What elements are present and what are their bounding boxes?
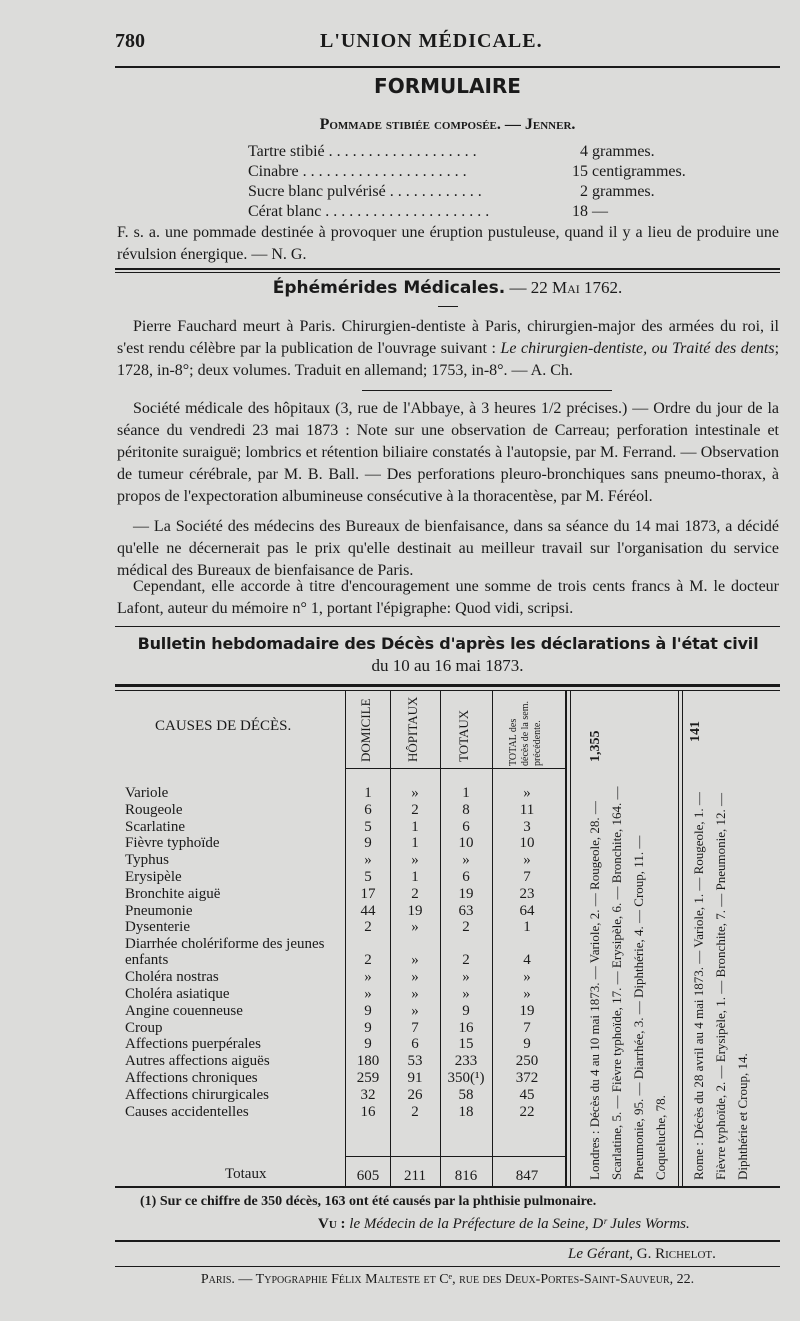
row-domicile: » xyxy=(364,969,372,986)
row-domicile: 16 xyxy=(360,1103,376,1120)
bulletin-period: du 10 au 16 mai 1873. xyxy=(371,656,524,675)
footer-rule xyxy=(115,1266,780,1267)
ephemerides-heading xyxy=(115,278,780,298)
row-domicile: 1 xyxy=(364,785,372,801)
row-cause: Variole xyxy=(125,785,169,801)
row-previous: 45 xyxy=(519,1086,535,1103)
row-domicile: » xyxy=(364,852,372,869)
column-divider xyxy=(440,690,441,1186)
row-previous: 1 xyxy=(523,919,531,936)
row-cause: Causes accidentelles xyxy=(125,1103,249,1120)
totals-label: Totaux xyxy=(225,1166,267,1182)
row-previous: 11 xyxy=(519,801,535,818)
row-previous: 7 xyxy=(523,1019,531,1036)
section-rule xyxy=(115,268,780,270)
row-totaux: 233 xyxy=(454,1053,478,1070)
col-header-domicile: DOMICILE xyxy=(358,698,373,762)
column-divider xyxy=(390,690,391,1186)
ingredient-name: Sucre blanc pulvérisé xyxy=(248,183,386,200)
rome-total: 141 xyxy=(688,721,703,742)
row-domicile: 2 xyxy=(364,952,372,969)
row-previous: 22 xyxy=(519,1103,535,1120)
section-rule xyxy=(362,390,612,391)
row-totaux: » xyxy=(462,986,470,1002)
ephemerides-book-title: Le chirurgien-dentiste, ou Traité des dents xyxy=(500,340,775,357)
bulletin-title: Bulletin hebdomadaire des Décès d'après les déclarations à l'état civil xyxy=(137,634,759,653)
row-hopitaux: » xyxy=(411,785,419,801)
totals-hopitaux: 211 xyxy=(404,1168,426,1184)
row-cause: Dysenterie xyxy=(125,919,190,936)
row-hopitaux: 2 xyxy=(411,801,419,818)
row-domicile: 32 xyxy=(360,1086,376,1103)
totals-previous: 847 xyxy=(515,1168,539,1184)
row-totaux: 6 xyxy=(462,869,470,885)
row-cause: Affections chirurgicales xyxy=(125,1086,269,1103)
london-total: 1,355 xyxy=(588,730,603,762)
table-footnote: (1) Sur ce chiffre de 350 décès, 163 ont été causés par la phthisie pulmonaire. xyxy=(140,1194,597,1209)
row-cause: Choléra asiatique xyxy=(125,986,230,1002)
row-domicile: 5 xyxy=(364,818,372,835)
row-totaux: 16 xyxy=(458,1019,474,1036)
row-totaux: 15 xyxy=(458,1036,474,1053)
leader-dots: . . . . . . . . . . . . xyxy=(389,183,482,200)
short-rule xyxy=(438,306,458,307)
societe-paragraph-3: Cependant, elle accorde à titre d'encouragement une somme de trois cents francs à M. le docteur Lafont, auteur du mémoire n° 1, portant l'épigraphe: Quod vidi, scripsi. xyxy=(117,578,779,617)
row-previous: 3 xyxy=(523,818,531,835)
row-domicile: 44 xyxy=(360,902,376,919)
row-totaux: 2 xyxy=(462,952,470,969)
row-previous: 64 xyxy=(519,902,535,919)
row-previous: 10 xyxy=(519,835,535,852)
ingredient-row xyxy=(248,202,578,222)
row-cause: Autres affections aiguës xyxy=(125,1053,270,1070)
col-header-previous-week: TOTAL des décès de la sem. précédente. xyxy=(508,701,543,766)
row-cause: Choléra nostras xyxy=(125,969,219,986)
column-divider xyxy=(570,690,571,1186)
row-totaux: 1 xyxy=(462,785,470,801)
row-previous: 23 xyxy=(519,885,535,902)
journal-title: L'UNION MÉDICALE. xyxy=(320,30,543,52)
row-cause: Rougeole xyxy=(125,801,183,818)
row-cause: Angine couenneuse xyxy=(125,1002,243,1019)
row-cause: Bronchite aiguë xyxy=(125,885,221,902)
row-previous: » xyxy=(523,986,531,1002)
row-totaux: » xyxy=(462,969,470,986)
societe-paragraph-1: Société médicale des hôpitaux (3, rue de l'Abbaye, à 3 heures 1/2 précises.) — Ordre du jour de la séance du vendredi 23 mai 1873 : Note sur une observation de Carreau; perforation intestinale et péritonite suraiguë; lombrics et rétention biliaire constatés à l'autopsie, par M. Ferrand. — Observation de tumeur cérébrale, par M. B. Ball. — Des perforations pleuro-bronchiques sans pneumo-thorax, à propos de l'expectoration albumineuse consécutive à la thoracentèse, par M. Féréol. xyxy=(117,400,779,505)
page-number: 780 xyxy=(115,30,145,52)
row-hopitaux: 2 xyxy=(411,885,419,902)
row-cause: Affections puerpérales xyxy=(125,1036,261,1053)
table-bottom-rule xyxy=(115,1186,780,1188)
row-hopitaux: 19 xyxy=(407,902,423,919)
ephemerides-lead: Pierre Fauchard meurt à Paris. Chirurgien-dentiste à Paris, chirurgien-major des armées du roi, il s'est rendu célèbre par la publication de l'ouvrage suivant : xyxy=(117,318,779,357)
formulaire-note: F. s. a. une pommade destinée à provoquer une éruption pustuleuse, quand il y a lieu de produire une révulsion énergique. — N. G. xyxy=(117,224,779,263)
row-hopitaux: 7 xyxy=(411,1019,419,1036)
row-hopitaux: 91 xyxy=(407,1070,423,1086)
column-divider xyxy=(492,690,493,1186)
row-previous: » xyxy=(523,969,531,986)
section-rule xyxy=(115,272,780,273)
row-cause: Affections chroniques xyxy=(125,1070,258,1086)
row-hopitaux: 6 xyxy=(411,1036,419,1053)
row-totaux: 2 xyxy=(462,919,470,936)
london-text: Londres : Décès du 4 au 10 mai 1873. — Variole, 2. — Rougeole, 28. — Scarlatine, 5. — Fièvre typhoïde, 17. — Erysipèle, 6. — Bronchite, 164. — Pneumonie, 95. — Diarrhée, 3. — Diphthérie, 4. — Croup, 11. — Coqueluche, 78. xyxy=(587,786,668,1180)
row-previous: 7 xyxy=(523,869,531,885)
row-domicile: 6 xyxy=(364,801,372,818)
row-cause: Croup xyxy=(125,1019,163,1036)
row-hopitaux: 2 xyxy=(411,1103,419,1120)
formulaire-title: FORMULAIRE xyxy=(374,74,521,98)
table-top-rule xyxy=(115,684,780,687)
row-hopitaux: 26 xyxy=(407,1086,423,1103)
row-domicile: » xyxy=(364,986,372,1002)
column-divider xyxy=(682,690,683,1186)
leader-dots: . . . . . . . . . . . . . . . . . . . . . xyxy=(325,203,490,220)
leader-dots: . . . . . . . . . . . . . . . . . . . . . xyxy=(302,163,467,180)
row-domicile: 180 xyxy=(356,1053,380,1070)
row-previous: 19 xyxy=(519,1002,535,1019)
row-totaux: 9 xyxy=(462,1002,470,1019)
row-hopitaux: » xyxy=(411,986,419,1002)
vu-label: Vu : xyxy=(318,1216,346,1232)
row-hopitaux: 53 xyxy=(407,1053,423,1070)
ingredient-name: Cérat blanc xyxy=(248,203,322,220)
col-header-causes: CAUSES DE DÉCÈS. xyxy=(155,718,292,734)
col-header-hopitaux: HÔPITAUX xyxy=(405,696,420,762)
rome-text: Rome : Décès du 28 avril au 4 mai 1873. — Variole, 1. — Rougeole, 1. — Fièvre typhoïde, 2. — Erysipèle, 1. — Bronchite, 7. — Pneumonie, 12. — Diphthérie et Croup, 14. xyxy=(691,792,750,1180)
row-totaux: 6 xyxy=(462,818,470,835)
row-cause: Fièvre typhoïde xyxy=(125,835,220,852)
ingredient-qty: 4 grammes. xyxy=(580,143,655,160)
ingredient-qty: 2 grammes. xyxy=(580,183,655,200)
gerant-label: Le Gérant, xyxy=(568,1246,633,1262)
row-domicile: 2 xyxy=(364,919,372,936)
row-previous: » xyxy=(523,785,531,801)
vu-text: le Médecin de la Préfecture de la Seine, Dʳ Jules Worms. xyxy=(349,1216,690,1232)
row-totaux: » xyxy=(462,852,470,869)
totals-totaux: 816 xyxy=(454,1168,478,1184)
row-previous: 250 xyxy=(515,1053,539,1070)
formulaire-subtitle: Pommade stibiée composée. — Jenner. xyxy=(319,116,576,133)
ingredient-row xyxy=(248,162,578,182)
row-cause: Pneumonie xyxy=(125,902,193,919)
ephemerides-title: Éphémérides Médicales. xyxy=(272,278,506,298)
ingredient-row xyxy=(248,142,578,162)
row-domicile: 9 xyxy=(364,1036,372,1053)
row-domicile: 17 xyxy=(360,885,376,902)
totals-rule xyxy=(345,1156,565,1157)
ingredient-name: Tartre stibié xyxy=(248,143,325,160)
row-hopitaux: » xyxy=(411,852,419,869)
ingredient-name: Cinabre xyxy=(248,163,299,180)
row-previous: » xyxy=(523,852,531,869)
row-hopitaux: » xyxy=(411,952,419,969)
row-cause: Diarrhée cholériforme des jeunes enfants xyxy=(125,936,325,969)
imprint: Paris. — Typographie Félix Malteste et Cᵉ, rue des Deux-Portes-Saint-Sauveur, 22. xyxy=(200,1272,695,1287)
ingredient-qty: 15 centigrammes. xyxy=(572,163,686,180)
vu-line xyxy=(318,1216,690,1233)
row-totaux: 19 xyxy=(458,885,474,902)
row-hopitaux: » xyxy=(411,969,419,986)
table-top-rule xyxy=(115,690,780,691)
row-previous: 4 xyxy=(523,952,531,969)
row-totaux: 58 xyxy=(458,1086,474,1103)
row-domicile: 5 xyxy=(364,869,372,885)
row-hopitaux: 1 xyxy=(411,835,419,852)
ephemerides-date: — 22 Mai 1762. xyxy=(509,278,623,297)
column-divider xyxy=(678,690,679,1186)
row-totaux: 18 xyxy=(458,1103,474,1120)
row-hopitaux: » xyxy=(411,919,419,936)
row-cause: Typhus xyxy=(125,852,169,869)
section-rule xyxy=(115,626,780,627)
totals-domicile: 605 xyxy=(356,1168,380,1184)
societe-paragraph-2: — La Société des médecins des Bureaux de bienfaisance, dans sa séance du 14 mai 1873, a décidé qu'elle ne décernerait pas le prix qu'elle destinait au meilleur travail sur l'organisation du service médical des Bureaux de bienfaisance de Paris. xyxy=(117,518,779,579)
row-totaux: 350(¹) xyxy=(447,1070,485,1086)
gerant-name: G. Richelot. xyxy=(636,1246,716,1262)
row-cause: Scarlatine xyxy=(125,818,185,835)
row-domicile: 9 xyxy=(364,1002,372,1019)
row-hopitaux: 1 xyxy=(411,869,419,885)
row-totaux: 8 xyxy=(462,801,470,818)
row-previous: 372 xyxy=(515,1070,539,1086)
row-hopitaux: » xyxy=(411,1002,419,1019)
header-underline xyxy=(345,768,565,769)
row-totaux: 63 xyxy=(458,902,474,919)
row-domicile: 9 xyxy=(364,835,372,852)
ephemerides-tail: ; 1728, in-8°; deux volumes. Traduit en allemand; 1753, in-8°. — A. Ch. xyxy=(117,340,780,379)
row-cause: Erysipèle xyxy=(125,869,182,885)
footer-rule xyxy=(115,1240,780,1242)
ingredient-row xyxy=(248,182,578,202)
leader-dots: . . . . . . . . . . . . . . . . . . . xyxy=(328,143,477,160)
col-header-totaux: TOTAUX xyxy=(456,709,471,762)
row-domicile: 259 xyxy=(356,1070,380,1086)
ephemerides-text xyxy=(117,316,779,382)
row-previous: 9 xyxy=(523,1036,531,1053)
gerant-line xyxy=(568,1246,716,1263)
header-rule xyxy=(115,66,780,68)
row-totaux: 10 xyxy=(458,835,474,852)
row-hopitaux: 1 xyxy=(411,818,419,835)
column-divider xyxy=(565,690,567,1186)
row-domicile: 9 xyxy=(364,1019,372,1036)
ingredient-qty: 18 — xyxy=(572,203,608,220)
